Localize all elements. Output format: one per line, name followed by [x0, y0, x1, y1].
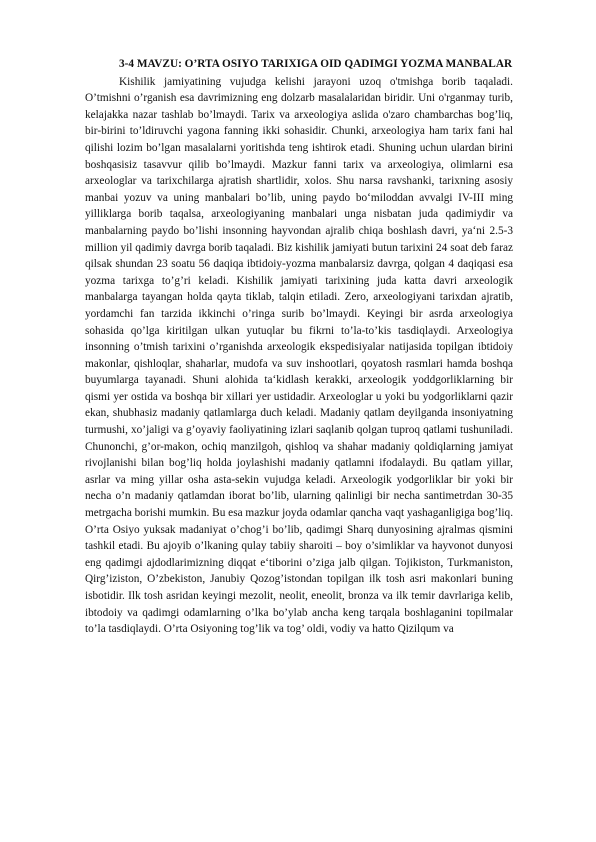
document-page [85, 56, 513, 638]
body-paragraph: Kishilik jamiyatining vujudga kelishi jarayoni uzoq o'tmishga borib taqaladi. O’tmishni o’rganish esa davrimizning eng dolzarb masalalaridan biridir. Uni o'rganmay turib, kelajakka nazar tashlab bo’lmaydi. Tarix va arxeologiya aslida o'zaro chambarchas bog’liq, bir-birini to’ldiruvchi yagona fanning ikki sohasidir. Chunki, arxeologiya ham tarix fani hal qilishi lozim bo’lgan masalalarni yoritishda teng ishtirok etadi. Shuning uchun ulardan birini boshqasisiz tasavvur qilib bo’lmaydi. Mazkur fanni tarix va arxeologiya, olimlarni esa arxeologlar va tarixchilarga ajratish shartlidir, xolos. Shu narsa ravshanki, tarixning asosiy manbai yozuv va uning manbalari bo’lib, uning paydo bo‘miloddan avvalgi IV-III ming yilliklarga borib taqalsa, arxeologiyaning manbalari unga nisbatan juda qadimiydir va manbalarning paydo bo’lishi insonning hayvondan ajralib chiqa boshlash davri, ya‘ni 2.5-3 million yil qadimiy davrga borib taqaladi. Biz kishilik jamiyati butun tarixini 24 soat deb faraz qilsak shundan 23 soatu 56 daqiqa ibtidoiy-yozma manbalarsiz davrga, qolgan 4 daqiqasi esa yozma tarixga to’g’ri keladi. Kishilik jamiyati tarixining juda katta davri arxeologik manbalarga tayangan holda qayta tiklab, talqin etiladi. Zero, arxeologiyani tarixdan ajratib, yordamchi fan tarzida ikkinchi o’ringa surib bo’lmaydi. Keyingi bir asrda arxeologiya sohasida qo’lga kiritilgan ulkan yutuqlar bu fikrni to’la-to’kis tasdiqlaydi. Arxeologiya insonning o’tmish tarixini o’rganishda arxeologik ekspedisiyalar natijasida topilgan ibtidoiy makonlar, qishloqlar, shaharlar, mudofa va suv inshootlari, qoyatosh rasmlari hamda boshqa buyumlarga tayanadi. Shuni alohida ta‘kidlash kerakki, arxeologik yoddgorliklarning bir qismi yer ostida va boshqa bir xillari yer ustidadir. Arxeologlar u yoki bu yodgorliklarni qazir ekan, shubhasiz madaniy qatlamlarga duch keladi. Madaniy qatlam deyilganda insoniyatning turmushi, xo’jaligi va g’oyaviy faoliyatining izlari saqlanib qolgan tuproq qatlami tushuniladi. Chunonchi, g’or-makon, ochiq manzilgoh, qishloq va shahar madaniy qoldiqlarning jamiyat rivojlanishi bilan bog’liq holda joylashishi madaniy qatlamni ifodalaydi. Bu qatlam yillar, asrlar va ming yillar osha asta-sekin vujudga keladi. Arxeologik yodgorliklar bir yoki bir necha o’n madaniy qatlamdan iborat bo’lib, ularning qalinligi bir necha santimetrdan 30-35 metrgacha borishi mumkin. Bu esa mazkur joyda odamlar qancha vaqt yashaganligiga bog’liq. O’rta Osiyo yuksak madaniyat o’chog’i bo’lib, qadimgi Sharq dunyosining ajralmas qismini tashkil etadi. Bu ajoyib o’lkaning qulay tabiiy sharoiti – boy o’simliklar va hayvonot dunyosi eng qadimgi ajdodlarimizning diqqat e‘tiborini o’ziga jalb qilgan. Tojikiston, Turkmaniston, Qirg’iziston, O’zbekiston, Janubiy Qozog’istondan topilgan ilk tosh asri makonlari buning isbotidir. Ilk tosh asridan keyingi mezolit, neolit, eneolit, bronza va ilk temir davrlariga kelib, ibtodoiy va qadimgi odamlarning o’lka bo’ylab ancha keng tarqala boshlaganini topilmalar to’la tasdiqlaydi. O’rta Osiyoning tog’lik va tog’ oldi, vodiy va hatto Qizilqum va [85, 75, 514, 636]
section-heading: 3-4 MAVZU: O’RTA OSIYO TARIXIGA OID QADIMGI YOZMA MANBALAR [119, 58, 513, 70]
